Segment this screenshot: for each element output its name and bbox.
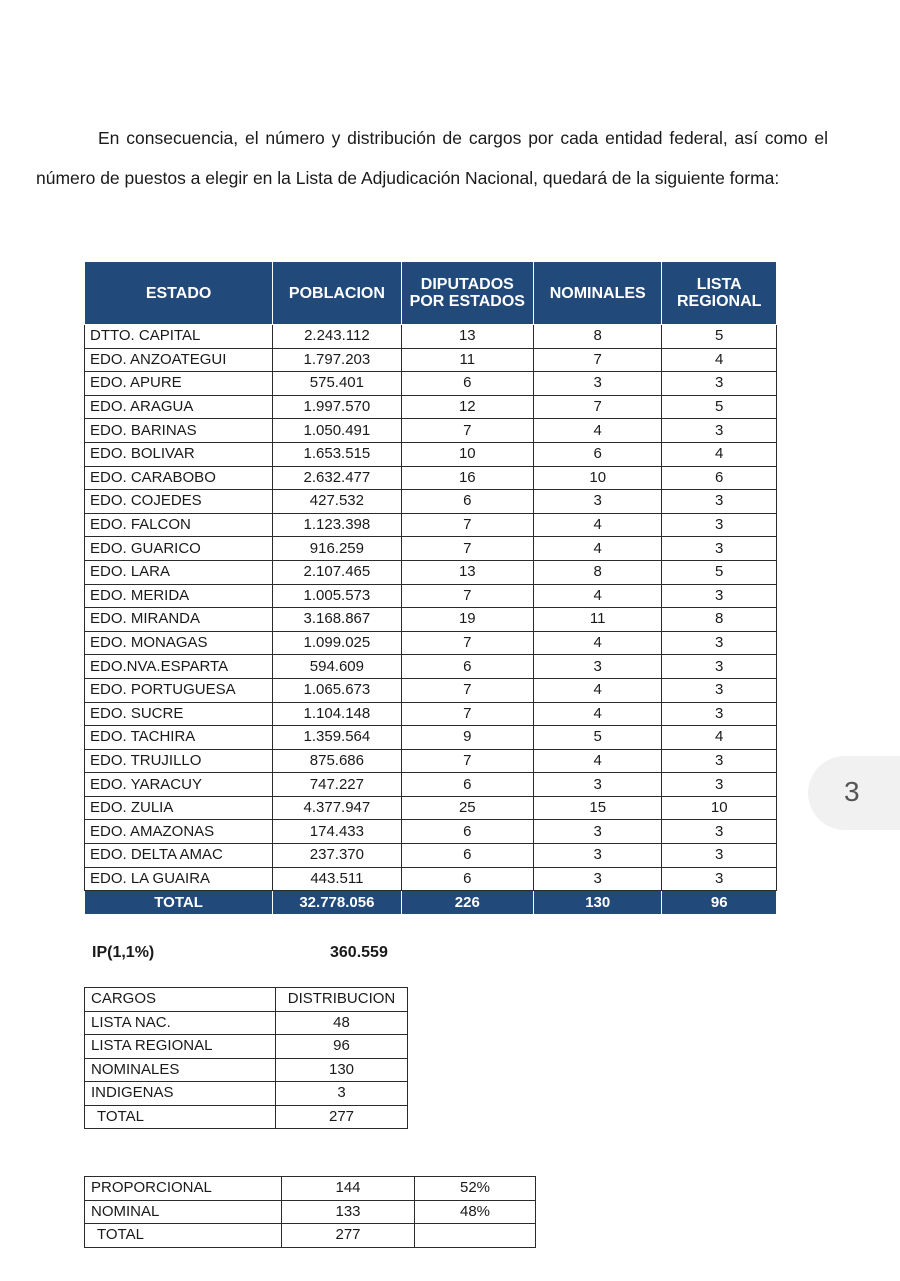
cell-nominales: 4 [533,419,661,443]
cell-lista-regional: 3 [662,419,777,443]
cell-poblacion: 1.099.025 [273,631,401,655]
cell-poblacion: 575.401 [273,372,401,396]
cell-poblacion: 4.377.947 [273,796,401,820]
table-row [85,867,777,891]
total-estado: TOTAL [85,891,273,915]
cell-lista-regional: 3 [662,702,777,726]
header-diputados: DIPUTADOS POR ESTADOS [401,262,533,325]
prop-type: TOTAL [85,1224,282,1248]
prop-percent: 48% [415,1200,536,1224]
cell-poblacion: 2.632.477 [273,466,401,490]
cell-lista-regional: 3 [662,584,777,608]
header-distribucion: DISTRIBUCION [276,988,408,1012]
prop-percent: 52% [415,1177,536,1201]
cell-diputados: 10 [401,442,533,466]
table-row [85,678,777,702]
cell-diputados: 6 [401,655,533,679]
cell-estado: DTTO. CAPITAL [85,325,273,349]
table-row [85,1058,408,1082]
cell-nominales: 3 [533,820,661,844]
cell-poblacion: 2.107.465 [273,560,401,584]
cell-estado: EDO. PORTUGUESA [85,678,273,702]
cell-nominales: 5 [533,726,661,750]
ip-value: 360.559 [330,944,388,961]
cell-lista-regional: 3 [662,773,777,797]
prop-percent [415,1224,536,1248]
cell-lista-regional: 3 [662,867,777,891]
cargo-value: 96 [276,1035,408,1059]
cell-lista-regional: 8 [662,608,777,632]
table-row [85,348,777,372]
cell-nominales: 10 [533,466,661,490]
cell-poblacion: 237.370 [273,844,401,868]
cargo-value: 3 [276,1082,408,1106]
cell-nominales: 3 [533,867,661,891]
cell-estado: EDO. BARINAS [85,419,273,443]
prop-count: 133 [282,1200,415,1224]
cell-estado: EDO. SUCRE [85,702,273,726]
cell-estado: EDO. CARABOBO [85,466,273,490]
cell-estado: EDO. MERIDA [85,584,273,608]
table-row [85,466,777,490]
table-row [85,773,777,797]
cell-lista-regional: 4 [662,348,777,372]
cell-estado: EDO. LARA [85,560,273,584]
prop-count: 144 [282,1177,415,1201]
table-header-row [85,262,777,325]
cell-estado: EDO. FALCON [85,513,273,537]
cell-nominales: 3 [533,490,661,514]
total-diputados: 226 [401,891,533,915]
cell-lista-regional: 3 [662,678,777,702]
cell-estado: EDO. COJEDES [85,490,273,514]
cell-poblacion: 1.065.673 [273,678,401,702]
cell-lista-regional: 3 [662,537,777,561]
cell-lista-regional: 3 [662,513,777,537]
cell-estado: EDO. MONAGAS [85,631,273,655]
cell-diputados: 9 [401,726,533,750]
table-row [85,560,777,584]
cell-nominales: 3 [533,655,661,679]
page-indicator [808,756,900,830]
table-row [85,1011,408,1035]
total-lista-regional: 96 [662,891,777,915]
cell-diputados: 6 [401,820,533,844]
cargo-name: LISTA NAC. [85,1011,276,1035]
cell-nominales: 4 [533,749,661,773]
cell-estado: EDO.NVA.ESPARTA [85,655,273,679]
cell-lista-regional: 4 [662,442,777,466]
intro-paragraph: En consecuencia, el número y distribución de cargos por cada entidad federal, así como el número de puestos a elegir en la Lista de Adjudicación Nacional, quedará de la siguiente forma: [36,128,828,188]
cell-lista-regional: 5 [662,325,777,349]
cell-lista-regional: 5 [662,560,777,584]
cell-diputados: 7 [401,678,533,702]
cell-diputados: 25 [401,796,533,820]
prop-count: 277 [282,1224,415,1248]
cell-poblacion: 443.511 [273,867,401,891]
cell-lista-regional: 10 [662,796,777,820]
table-row [85,988,408,1012]
cell-estado: EDO. ZULIA [85,796,273,820]
cell-estado: EDO. TACHIRA [85,726,273,750]
cell-diputados: 16 [401,466,533,490]
cell-lista-regional: 6 [662,466,777,490]
table-row [85,655,777,679]
cell-estado: EDO. ARAGUA [85,395,273,419]
cell-poblacion: 916.259 [273,537,401,561]
cell-nominales: 11 [533,608,661,632]
cell-lista-regional: 3 [662,844,777,868]
cell-diputados: 7 [401,584,533,608]
cell-estado: EDO. DELTA AMAC [85,844,273,868]
cargo-value: 277 [276,1105,408,1129]
cargo-value: 48 [276,1011,408,1035]
cell-estado: EDO. AMAZONAS [85,820,273,844]
cell-nominales: 4 [533,513,661,537]
cell-diputados: 7 [401,702,533,726]
table-row [85,395,777,419]
cell-lista-regional: 5 [662,395,777,419]
table-row [85,1035,408,1059]
cell-poblacion: 1.005.573 [273,584,401,608]
cell-diputados: 12 [401,395,533,419]
cell-nominales: 4 [533,702,661,726]
cargo-name: LISTA REGIONAL [85,1035,276,1059]
table-row [85,442,777,466]
cell-nominales: 15 [533,796,661,820]
cell-poblacion: 2.243.112 [273,325,401,349]
cell-estado: EDO. ANZOATEGUI [85,348,273,372]
cell-nominales: 7 [533,348,661,372]
cell-nominales: 3 [533,372,661,396]
table-row [85,844,777,868]
header-cargos: CARGOS [85,988,276,1012]
prop-type: PROPORCIONAL [85,1177,282,1201]
header-nominales: NOMINALES [533,262,661,325]
cell-lista-regional: 4 [662,726,777,750]
cell-poblacion: 875.686 [273,749,401,773]
cell-nominales: 3 [533,844,661,868]
cell-diputados: 13 [401,560,533,584]
header-estado: ESTADO [85,262,273,325]
cell-nominales: 4 [533,584,661,608]
total-poblacion: 32.778.056 [273,891,401,915]
cell-diputados: 6 [401,844,533,868]
table-row [85,749,777,773]
cell-nominales: 4 [533,678,661,702]
proporcion-table [84,1176,536,1248]
cell-diputados: 6 [401,867,533,891]
cell-nominales: 4 [533,631,661,655]
table-row [85,490,777,514]
table-row [85,1200,536,1224]
cell-diputados: 13 [401,325,533,349]
cargos-table [84,987,408,1129]
cell-poblacion: 1.050.491 [273,419,401,443]
table-row [85,631,777,655]
table-row [85,820,777,844]
cell-poblacion: 427.532 [273,490,401,514]
header-poblacion: POBLACION [273,262,401,325]
cell-diputados: 19 [401,608,533,632]
cell-poblacion: 1.359.564 [273,726,401,750]
table-row [85,537,777,561]
cell-poblacion: 594.609 [273,655,401,679]
cell-estado: EDO. BOLIVAR [85,442,273,466]
cell-poblacion: 1.123.398 [273,513,401,537]
cell-diputados: 7 [401,419,533,443]
cell-lista-regional: 3 [662,655,777,679]
cell-poblacion: 1.653.515 [273,442,401,466]
table-row [85,372,777,396]
cell-estado: EDO. YARACUY [85,773,273,797]
cargo-name: NOMINALES [85,1058,276,1082]
distribution-table [84,261,777,915]
table-row [85,1082,408,1106]
cell-diputados: 7 [401,749,533,773]
cell-poblacion: 3.168.867 [273,608,401,632]
cell-estado: EDO. LA GUAIRA [85,867,273,891]
cell-diputados: 7 [401,537,533,561]
cell-lista-regional: 3 [662,372,777,396]
cargo-name: TOTAL [85,1105,276,1129]
cell-estado: EDO. GUARICO [85,537,273,561]
cargo-name: INDIGENAS [85,1082,276,1106]
table-row [85,584,777,608]
table-row [85,513,777,537]
cell-lista-regional: 3 [662,631,777,655]
cell-lista-regional: 3 [662,749,777,773]
cargo-value: 130 [276,1058,408,1082]
cell-poblacion: 174.433 [273,820,401,844]
ip-label: IP(1,1%) [92,944,155,961]
cell-lista-regional: 3 [662,820,777,844]
table-row [85,796,777,820]
cell-lista-regional: 3 [662,490,777,514]
total-row [85,891,777,915]
page-number: 3 [844,776,860,807]
total-nominales: 130 [533,891,661,915]
cell-estado: EDO. TRUJILLO [85,749,273,773]
table-row [85,325,777,349]
table-row [85,1177,536,1201]
cell-poblacion: 1.997.570 [273,395,401,419]
cell-diputados: 7 [401,513,533,537]
prop-type: NOMINAL [85,1200,282,1224]
cell-diputados: 6 [401,490,533,514]
cell-diputados: 11 [401,348,533,372]
cell-poblacion: 1.797.203 [273,348,401,372]
cell-poblacion: 1.104.148 [273,702,401,726]
table-row [85,608,777,632]
cell-estado: EDO. APURE [85,372,273,396]
cell-estado: EDO. MIRANDA [85,608,273,632]
table-row [85,1224,536,1248]
table-row [85,702,777,726]
header-lista-regional: LISTA REGIONAL [662,262,777,325]
cell-poblacion: 747.227 [273,773,401,797]
cell-nominales: 7 [533,395,661,419]
cell-nominales: 4 [533,537,661,561]
table-row [85,726,777,750]
cell-nominales: 3 [533,773,661,797]
table-row [85,419,777,443]
cell-diputados: 7 [401,631,533,655]
cell-diputados: 6 [401,773,533,797]
table-row [85,1105,408,1129]
cell-nominales: 8 [533,325,661,349]
cell-nominales: 6 [533,442,661,466]
cell-nominales: 8 [533,560,661,584]
cell-diputados: 6 [401,372,533,396]
